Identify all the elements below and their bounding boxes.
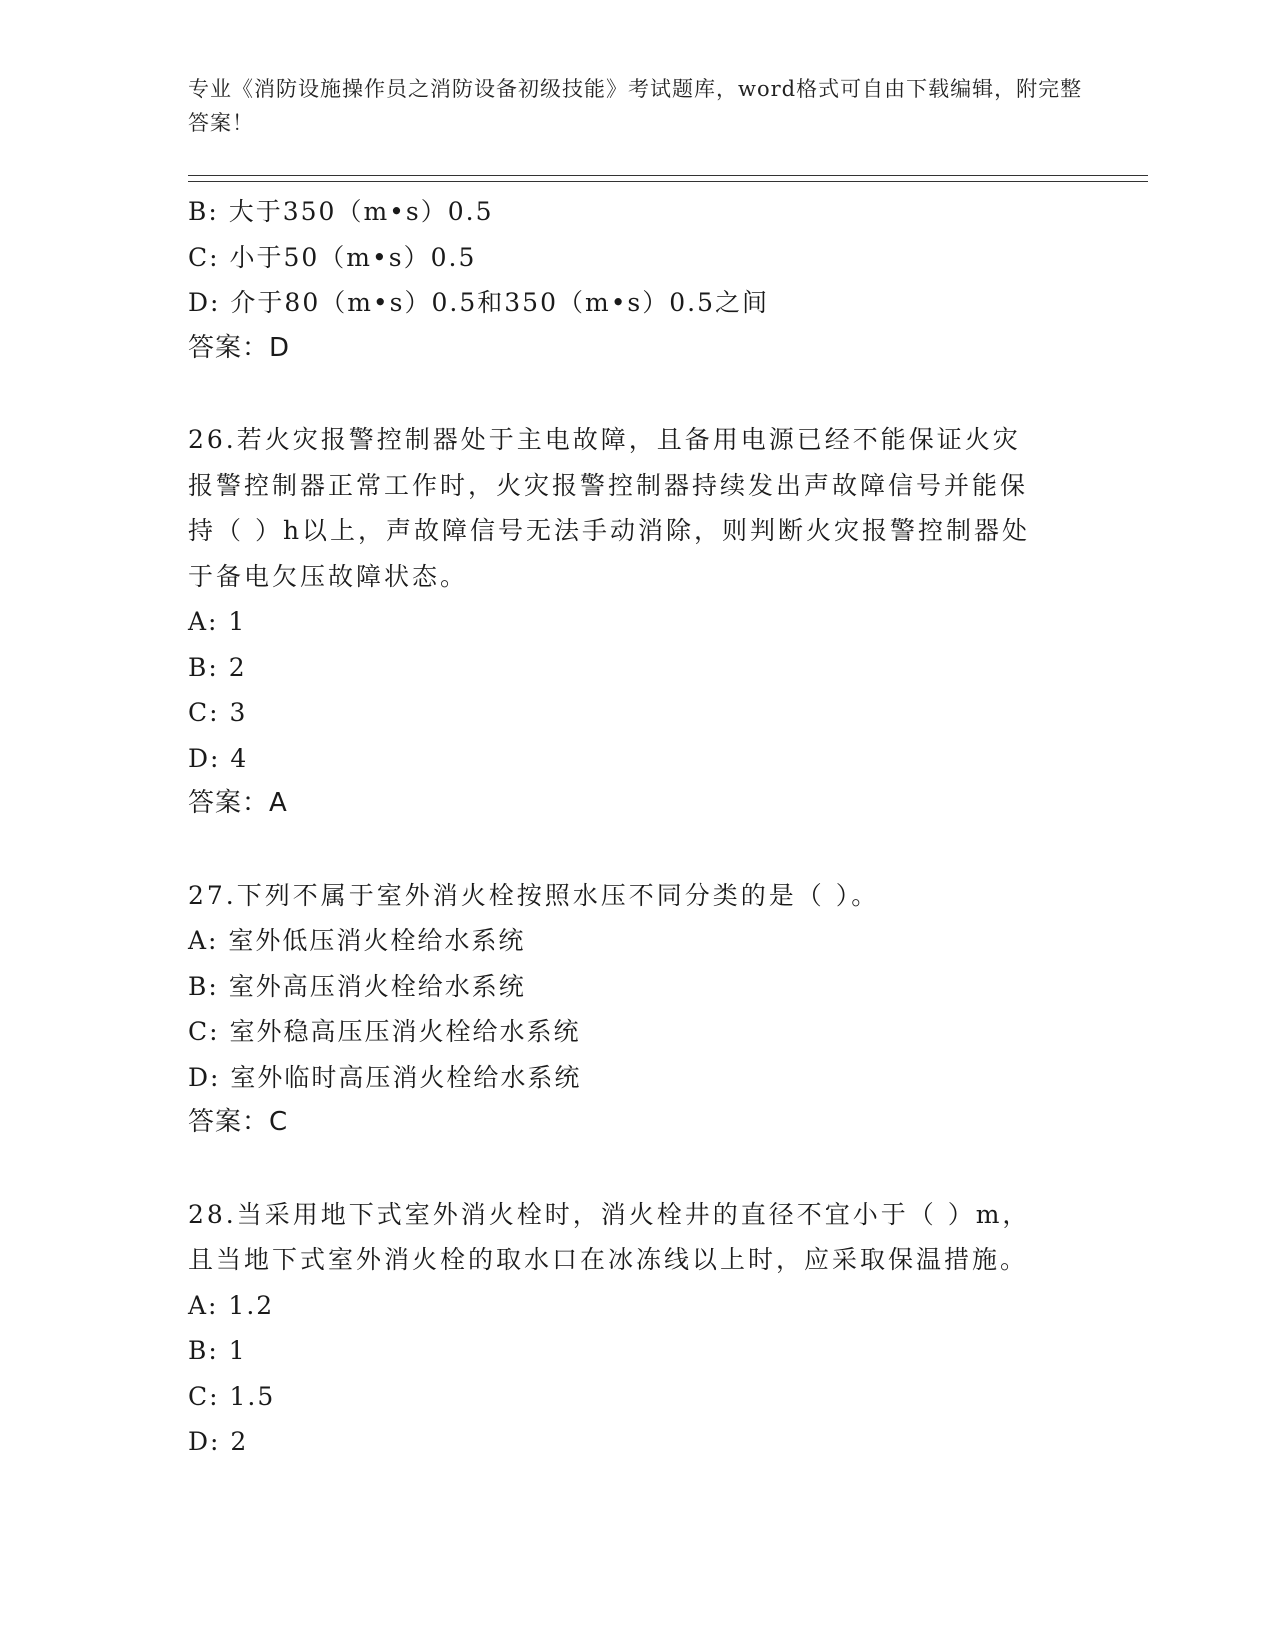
question-28 xyxy=(188,1192,1088,1465)
question-27 xyxy=(188,873,1088,1146)
option-c: C: 3 xyxy=(188,698,248,727)
option-c: C: 小于50（m•s）0.5 xyxy=(188,242,477,272)
option-a: A: 1 xyxy=(188,607,247,636)
option-d: D: 4 xyxy=(188,743,249,773)
option-b: B: 室外高压消火栓给水系统 xyxy=(188,971,526,1001)
answer: 答案：A xyxy=(188,788,288,818)
header-divider-top xyxy=(188,175,1148,176)
option-d: D: 介于80（m•s）0.5和350（m•s）0.5之间 xyxy=(188,288,770,317)
option-b: B: 2 xyxy=(188,652,247,682)
option-d: D: 室外临时高压消火栓给水系统 xyxy=(188,1062,582,1092)
answer: 答案：D xyxy=(188,332,291,363)
option-b: B: 大于350（m•s）0.5 xyxy=(188,197,494,226)
question-26 xyxy=(188,417,1088,827)
option-b: B: 1 xyxy=(188,1336,247,1365)
option-a: A: 1.2 xyxy=(188,1290,275,1320)
header-divider-bottom xyxy=(188,181,1148,182)
option-c: C: 室外稳高压压消火栓给水系统 xyxy=(188,1017,581,1046)
question-stem: 28.当采用地下式室外消火栓时，消火栓井的直径不宜小于（ ）m，且当地下式室外消火栓的取水口在冰冻线以上时，应采取保温措施。 xyxy=(188,1199,1031,1274)
question-list xyxy=(188,189,1088,1465)
option-c: C: 1.5 xyxy=(188,1381,276,1411)
question-25-tail xyxy=(188,189,1088,371)
question-stem: 27.下列不属于室外消火栓按照水压不同分类的是（ ）。 xyxy=(188,880,880,910)
option-d: D: 2 xyxy=(188,1427,249,1456)
answer: 答案：C xyxy=(188,1107,289,1137)
option-a: A: 室外低压消火栓给水系统 xyxy=(188,926,526,955)
document-header: 专业《消防设施操作员之消防设备初级技能》考试题库，word格式可自由下载编辑，附完整答案！ xyxy=(188,77,1083,135)
question-stem: 26.若火灾报警控制器处于主电故障，且备用电源已经不能保证火灾报警控制器正常工作时，火灾报警控制器持续发出声故障信号并能保持（ ）h以上，声故障信号无法手动消除，则判断火灾报警控制器处于备电欠压故障状态。 xyxy=(188,425,1031,591)
